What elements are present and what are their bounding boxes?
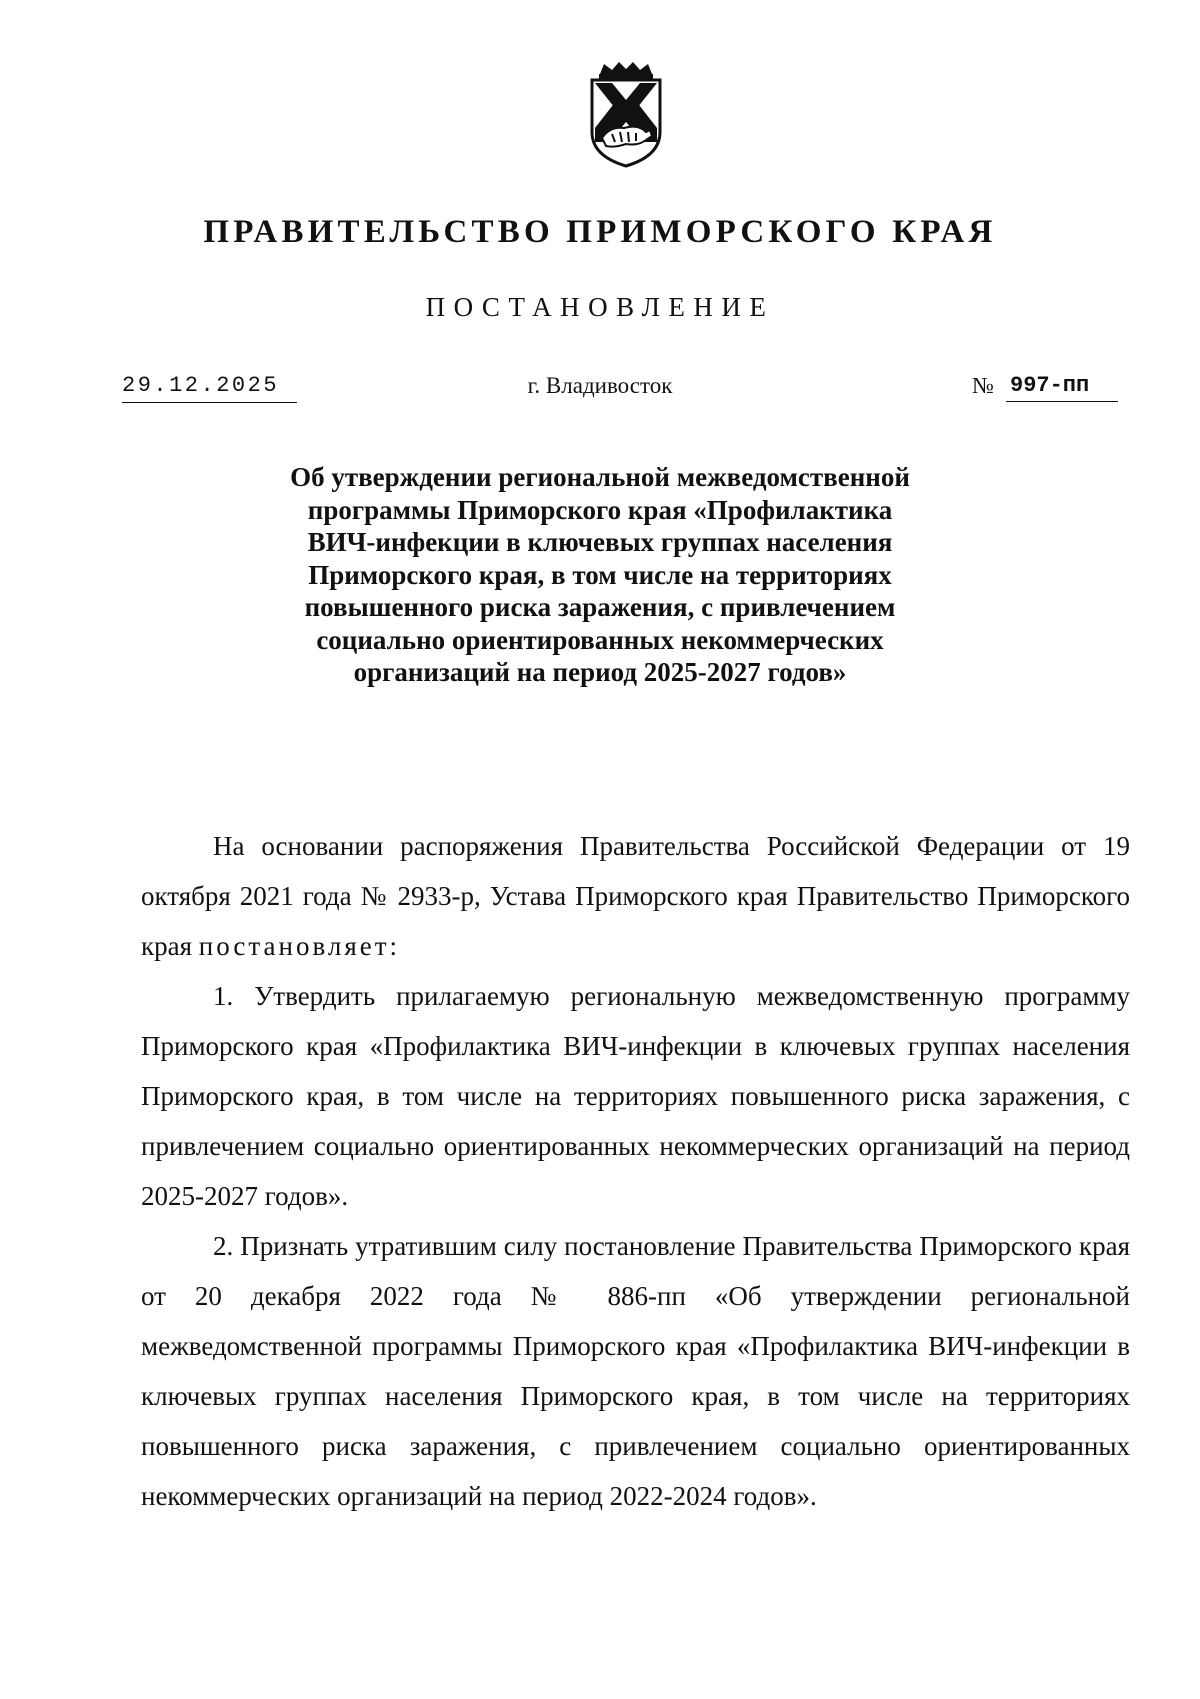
decree-word: постановляет:	[198, 931, 401, 961]
intro-text: На основании распоряжения Правительства Российской Федерации от 19 октября 2021 года № 2933-р, Устава Приморского края Правительство Приморского края	[141, 831, 1130, 961]
title-line: ВИЧ-инфекции в ключевых группах населения	[307, 527, 893, 557]
title-line: Об утверждении региональной межведомственной	[290, 462, 910, 492]
title-line: социально ориентированных некоммерческих	[316, 624, 884, 655]
title-line: Приморского края, в том числе на территориях	[308, 559, 892, 590]
document-body	[141, 821, 1130, 1521]
item-paragraph: 2. Признать утратившим силу постановление Правительства Приморского края от 20 декабря 2022 года № 886-пп «Об утверждении региональной межведомственной программы Приморского края «Профилактика ВИЧ-инфекции в ключевых группах населения Приморского края, в том числе на территориях повышенного риска заражения, с привлечением социально ориентированных некоммерческих организаций на период 2022-2024 годов».	[141, 1231, 1130, 1511]
title-line: повышенного риска заражения, с привлечением	[304, 592, 896, 622]
document-city: г. Владивосток	[527, 373, 673, 398]
coat-of-arms-icon	[582, 60, 670, 168]
document-number: 997-пп	[1006, 370, 1118, 402]
intro-paragraph	[141, 821, 1130, 971]
document-date: 29.12.2025	[122, 370, 297, 403]
number-sign: №	[972, 373, 994, 398]
title-line: организаций на период 2025-2027 годов»	[353, 657, 847, 687]
organization-title: ПРАВИТЕЛЬСТВО ПРИМОРСКОГО КРАЯ	[203, 214, 997, 250]
document-title	[240, 461, 960, 689]
item-paragraph: 1. Утвердить прилагаемую региональную межведомственную программу Приморского края «Профилактика ВИЧ-инфекции в ключевых группах населения Приморского края, в том числе на территориях повышенного риска заражения, с привлечением социально ориентированных некоммерческих организаций на период 2025-2027 годов».	[141, 981, 1130, 1211]
document-type: ПОСТАНОВЛЕНИЕ	[425, 292, 775, 322]
title-line: программы Приморского края «Профилактика	[307, 494, 893, 525]
